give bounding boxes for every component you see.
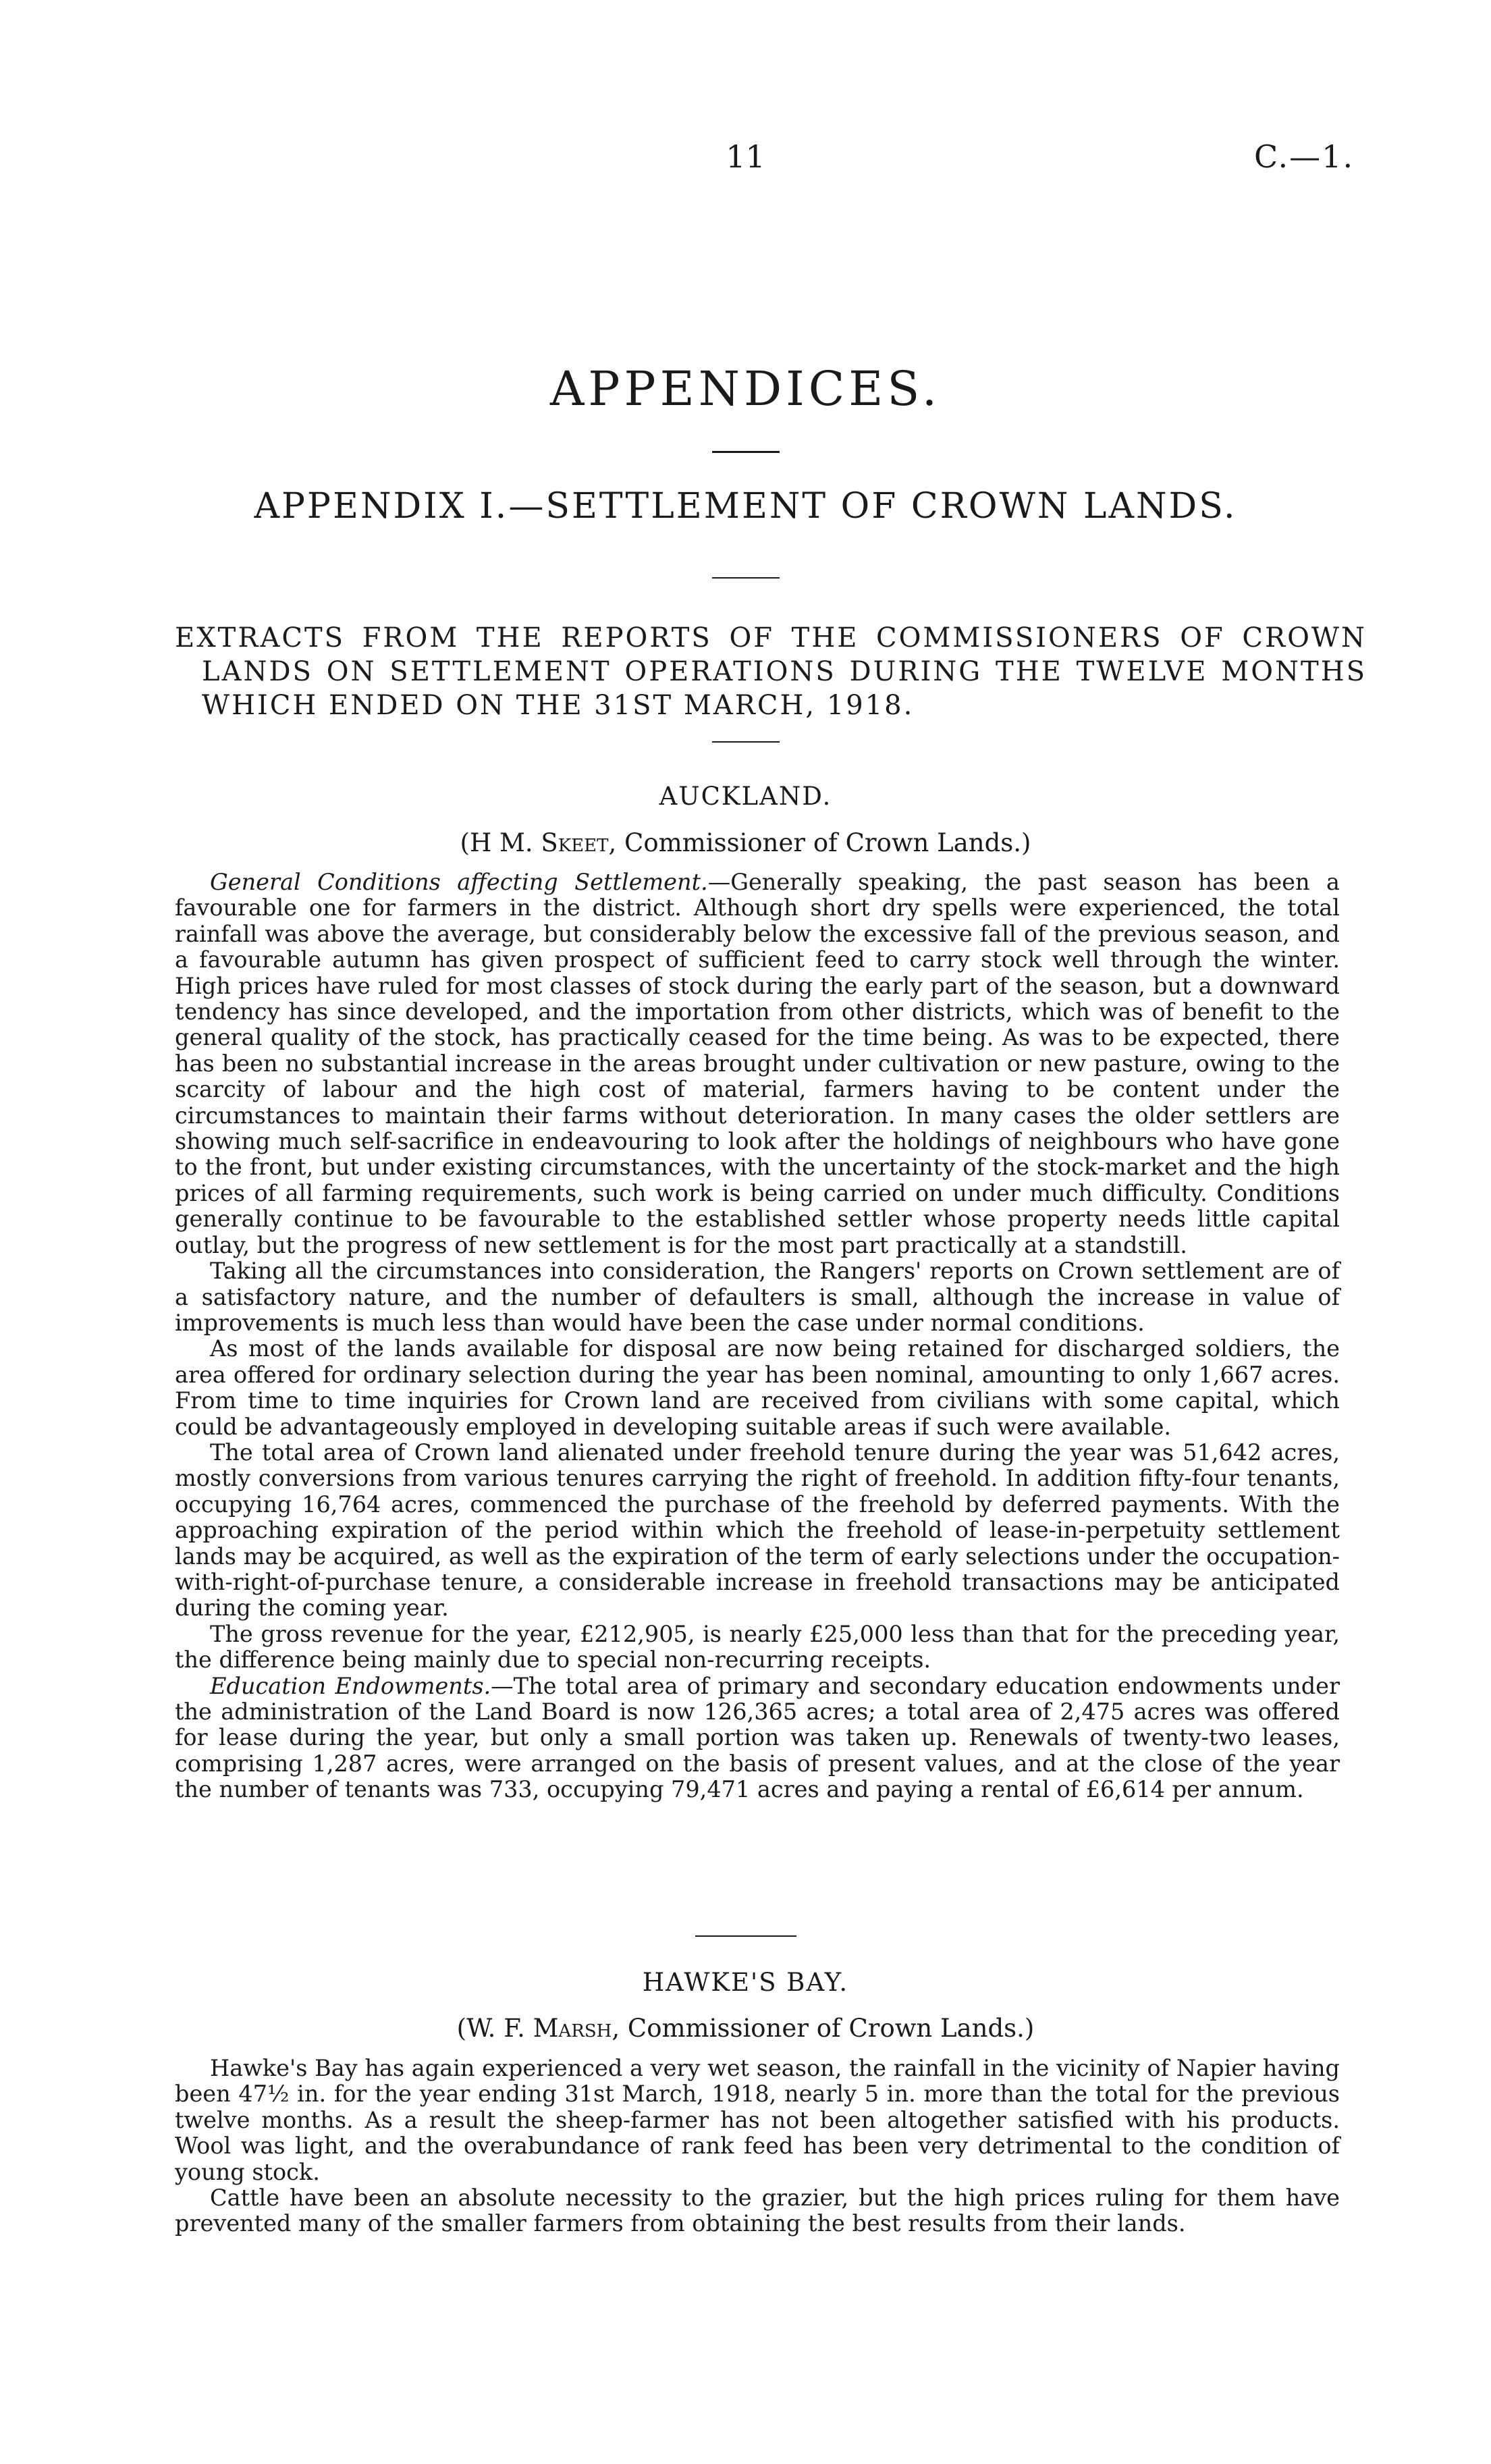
main-title: APPENDICES. — [549, 361, 942, 417]
paragraph: The gross revenue for the year, £212,905, is nearly £25,000 less than that for the preceding year, the difference being mainly due to special non-recurring receipts. — [175, 1620, 1340, 1673]
extracts-heading: EXTRACTS FROM THE REPORTS OF THE COMMISSIONERS OF CROWN LANDS ON SETTLEMENT OPERATIONS DURING THE TWELVE MONTHS WHICH ENDED ON THE 31ST MARCH, 1918. — [175, 622, 1367, 721]
paragraph: Taking all the circumstances into consideration, the Rangers' reports on Crown settlement are of a satisfactory nature, and the number of defaulters is small, although the increase in value of improvements is much less than would have been the case under normal conditions. — [175, 1258, 1340, 1336]
document-code: C.—1. — [1254, 138, 1355, 175]
paragraph: As most of the lands available for disposal are now being retained for discharged soldiers, the area offered for ordinary selection during the year has been nominal, amounting to only 1,667 acres. From time to time inquiries for Crown land are received from civilians with some capital, which could be advantageously employed in developing suitable areas if such were available. — [175, 1335, 1340, 1440]
paragraph: Cattle have been an absolute necessity to the grazier, but the high prices ruling for them have prevented many of the smaller farmers from obtaining the best results from their lands. — [175, 2185, 1340, 2237]
appendix-title: APPENDIX I.—SETTLEMENT OF CROWN LANDS. — [254, 486, 1237, 527]
paragraph: General Conditions affecting Settlement.—Generally speaking, the past season has been a favourable one for farmers in the district. Although short dry spells were experienced, the total rainfall was above the average, but considerably below the excessive fall of the previous season, and a favourable autumn has given prospect of sufficient feed to carry stock well through the winter. High prices have ruled for most classes of stock during the early part of the season, but a downward tendency has since developed, and the importation from other districts, which was of benefit to the general quality of the stock, has practically ceased for the time being. As was to be expected, there has been no substantial increase in the areas brought under cultivation or new pasture, owing to the scarcity of labour and the high cost of material, farmers having to be content under the circumstances to maintain their farms without deterioration. In many cases the older settlers are showing much self-sacrifice in endeavouring to look after the holdings of neighbours who have gone to the front, but under existing circumstances, with the uncertainty of the stock-market and the high prices of all farming requirements, such work is being carried on under much difficulty. Conditions generally continue to be favourable to the established settler whose property needs little capital outlay, but the progress of new settlement is for the most part practically at a standstill. — [175, 869, 1340, 1258]
hawkes-bay-heading: HAWKE'S BAY. — [642, 1968, 849, 1997]
auckland-heading: AUCKLAND. — [659, 782, 832, 811]
paragraph: The total area of Crown land alienated under freehold tenure during the year was 51,642 acres, mostly conversions from various tenures carrying the right of freehold. In addition fifty-four tenants, occupying 16,764 acres, commenced the purchase of the freehold by deferred payments. With the approaching expiration of the period within which the freehold of lease-in-perpetuity settlement lands may be acquired, as well as the expiration of the term of early selections under the occupation-with-right-of-purchase tenure, a considerable increase in freehold transactions may be anticipated during the coming year. — [175, 1439, 1340, 1622]
hawkes-bay-commissioner: (W. F. Marsh, Commissioner of Crown Lands.) — [456, 2014, 1035, 2043]
appendix-rule — [712, 577, 780, 579]
page-number: 11 — [726, 138, 765, 175]
auckland-body — [175, 869, 1340, 1803]
hawkes-bay-body — [175, 2056, 1340, 2237]
title-rule — [712, 451, 780, 453]
paragraph: Education Endowments.—The total area of primary and secondary education endowments under the administration of the Land Board is now 126,365 acres; a total area of 2,475 acres was offered for lease during the year, but only a small portion was taken up. Renewals of twenty-two leases, comprising 1,287 acres, were arranged on the basis of present values, and at the close of the year the number of tenants was 733, occupying 79,471 acres and paying a rental of £6,614 per annum. — [175, 1672, 1340, 1803]
auckland-commissioner: (H M. Skeet, Commissioner of Crown Lands.) — [460, 828, 1031, 857]
extracts-rule — [712, 741, 780, 743]
paragraph: Hawke's Bay has again experienced a very wet season, the rainfall in the vicinity of Napier having been 47½ in. for the year ending 31st March, 1918, nearly 5 in. more than the total for the previous twelve months. As a result the sheep-farmer has not been altogether satisfied with his products. Wool was light, and the overabundance of rank feed has been very detrimental to the condition of young stock. — [175, 2055, 1340, 2185]
section-divider — [695, 1935, 796, 1937]
